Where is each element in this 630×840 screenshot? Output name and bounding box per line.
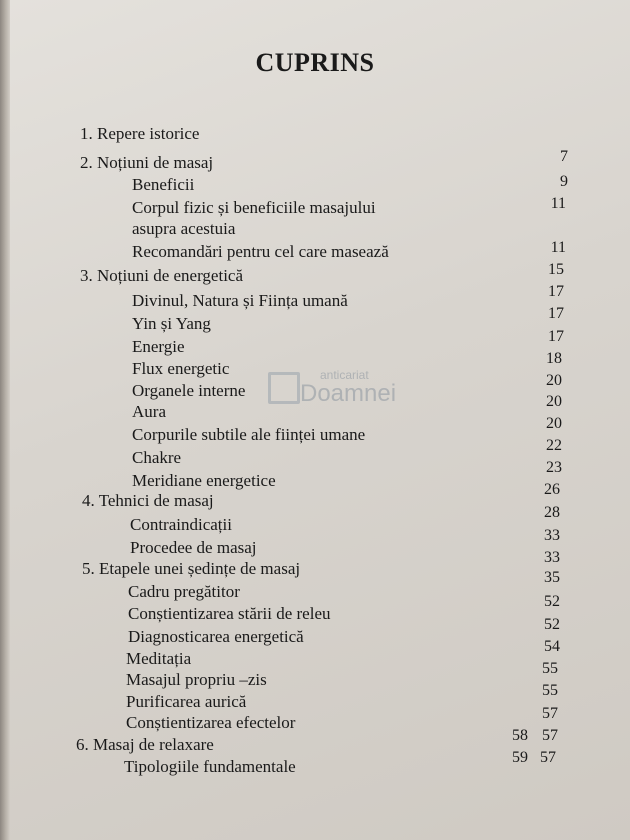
toc-entry-label: Corpurile subtile ale ființei umane <box>132 425 366 444</box>
toc-page-number: 26 <box>544 481 560 498</box>
toc-entry-label: Yin și Yang <box>132 314 211 333</box>
toc-entry-label: Diagnosticarea energetică <box>128 627 304 646</box>
toc-page-number: 20 <box>546 393 562 410</box>
toc-page-number: 7 <box>560 148 568 165</box>
toc-page-number: 52 <box>544 593 560 610</box>
toc-page-number: 15 <box>548 261 564 278</box>
toc-entry-label: Conștientizarea stării de releu <box>128 604 331 623</box>
toc-entry-label: Recomandări pentru cel care masează <box>132 242 389 261</box>
toc-page-number: 58 <box>512 727 528 744</box>
toc-page-number: 11 <box>550 195 566 212</box>
toc-page-number: 33 <box>544 549 560 566</box>
toc-page-number: 33 <box>544 527 560 544</box>
toc-page-number: 55 <box>542 682 558 699</box>
toc-chapter-1-label: 1. Repere istorice <box>80 124 200 143</box>
toc-entry-label: Conștientizarea efectelor <box>126 713 296 732</box>
toc-entry-label: Contraindicații <box>130 515 232 534</box>
toc-page-number: 59 <box>512 749 528 766</box>
toc-entry-label: Energie <box>132 337 185 356</box>
toc-page-number: 20 <box>546 415 562 432</box>
toc-page-number: 57 <box>542 727 558 744</box>
toc-entry-label: asupra acestuia <box>132 219 236 238</box>
toc-entry-label: Meditația <box>126 649 192 668</box>
toc-page-number: 28 <box>544 504 560 521</box>
toc-entry-label: Cadru pregătitor <box>128 582 240 601</box>
toc-page-number: 20 <box>546 372 562 389</box>
toc-entry-label: Masajul propriu –zis <box>126 670 267 689</box>
toc-entry-label: Purificarea aurică <box>126 692 247 711</box>
toc-page-number: 57 <box>540 749 556 766</box>
watermark-small-text: anticariat <box>320 368 369 382</box>
toc-entry-label: Tipologiile fundamentale <box>124 757 296 776</box>
toc-page-number: 55 <box>542 660 558 677</box>
page-title: CUPRINS <box>255 48 375 77</box>
toc-chapter-2-label: 2. Noțiuni de masaj <box>80 153 214 172</box>
watermark-logo-icon <box>268 372 300 404</box>
toc-page-number: 18 <box>546 350 562 367</box>
book-spine-shadow <box>0 0 10 840</box>
toc-page-number: 22 <box>546 437 562 454</box>
toc-entry-label: Procedee de masaj <box>130 538 257 557</box>
toc-entry-label: Flux energetic <box>132 359 230 378</box>
toc-page-number: 54 <box>544 638 560 655</box>
toc-page-number: 17 <box>548 283 564 300</box>
toc-entry-label: Chakre <box>132 448 182 467</box>
toc-entry-label: Beneficii <box>132 175 195 194</box>
toc-page-number: 17 <box>548 328 564 345</box>
toc-entry-label: Corpul fizic și beneficiile masajului <box>132 198 376 217</box>
toc-entry-label: Divinul, Natura și Ființa umană <box>132 291 348 310</box>
toc-entry-label: Organele interne <box>132 381 246 400</box>
watermark-big-text: Doamnei <box>300 380 397 407</box>
watermark <box>268 368 418 408</box>
toc-page-number: 52 <box>544 616 560 633</box>
toc-page-number: 9 <box>560 173 568 190</box>
toc-chapter-3-label: 3. Noțiuni de energetică <box>80 266 244 285</box>
toc-page-number: 35 <box>544 569 560 586</box>
toc-page-number: 11 <box>550 239 566 256</box>
toc-page-number: 57 <box>542 705 558 722</box>
toc-chapter-6-label: 6. Masaj de relaxare <box>76 735 214 754</box>
toc-chapter-5-label: 5. Etapele unei ședințe de masaj <box>82 559 301 578</box>
toc-entry-label: Aura <box>132 402 166 421</box>
toc-page-number: 23 <box>546 459 562 476</box>
toc-chapter-4-label: 4. Tehnici de masaj <box>82 491 214 510</box>
toc-page-number: 17 <box>548 305 564 322</box>
toc-entry-label: Meridiane energetice <box>132 471 276 490</box>
